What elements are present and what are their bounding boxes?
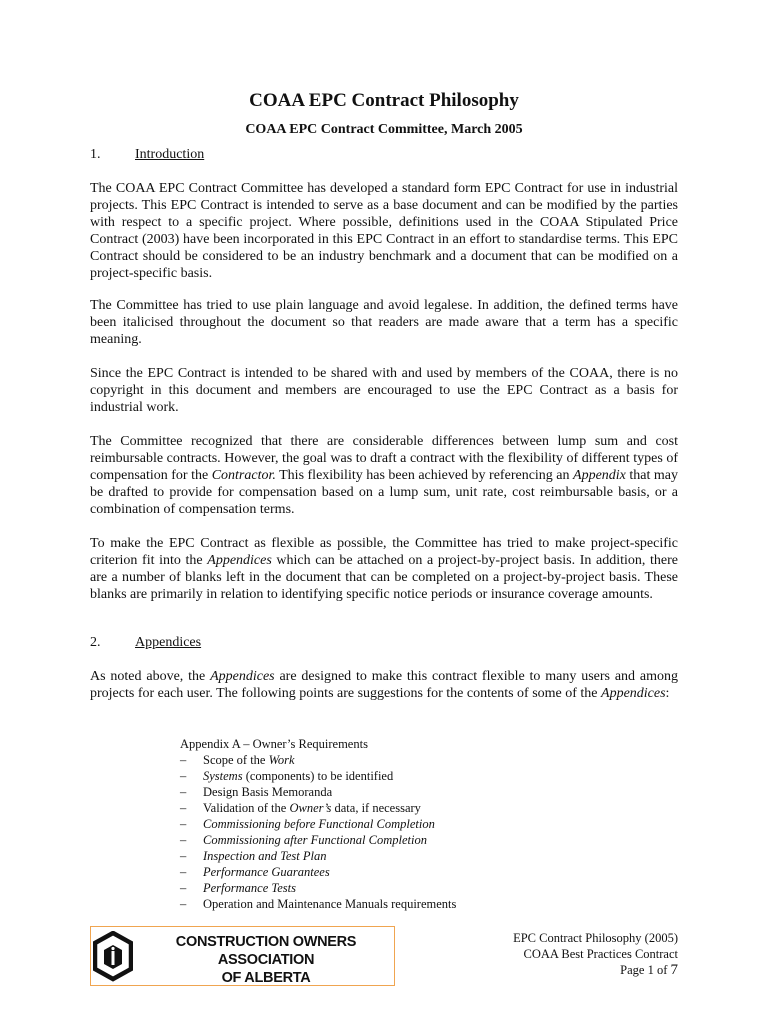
list-dash: – xyxy=(180,865,187,879)
footer-page-number xyxy=(513,962,678,978)
text-run: Design Basis Memoranda xyxy=(203,785,333,799)
list-dash: – xyxy=(180,801,187,815)
appendix-list-item xyxy=(180,816,456,832)
appendix-list-item xyxy=(180,784,456,800)
coaa-logo xyxy=(90,926,395,986)
section-title: Appendices xyxy=(135,635,202,650)
defined-term: Contractor. xyxy=(211,468,276,483)
text-run: : xyxy=(665,686,670,701)
list-dash: – xyxy=(180,817,187,831)
paragraph-intro-1: The COAA EPC Contract Committee has developed a standard form EPC Contract for use in industrial projects. This EPC Contract is intended to serve as a base document and can be modified by the parties with respect to a specific project. Where possible, definitions used in the COAA Stipulated Price Contract (2003) have been incorporated in this EPC Contract in an effort to standardise terms. This EPC Contract should be considered to be an industry benchmark and a document that can be modified on a project-specific basis. xyxy=(90,181,678,281)
paragraph-intro-5 xyxy=(90,535,678,603)
text-run: which can be attached on a project-by-project basis. In addition, there are a number of blanks left in the document that can be completed on a project-by-project basis. These blanks are primarily in relation to identifying specific notice periods or insurance coverage amounts. xyxy=(90,553,678,602)
coaa-logo-text xyxy=(139,933,393,987)
defined-term: Commissioning before Functional Completion xyxy=(203,817,435,831)
defined-term: Appendix xyxy=(573,468,626,483)
appendix-list-item xyxy=(180,832,456,848)
appendix-list-item xyxy=(180,864,456,880)
paragraph-intro-3: Since the EPC Contract is intended to be shared with and used by members of the COAA, there is no copyright in this document and members are encouraged to use the EPC Contract as a basis for industrial work. xyxy=(90,366,678,415)
appendix-list-item xyxy=(180,848,456,864)
list-dash: – xyxy=(180,753,187,767)
footer-series: COAA Best Practices Contract xyxy=(523,947,678,961)
document-title: COAA EPC Contract Philosophy xyxy=(249,90,519,111)
list-dash: – xyxy=(180,833,187,847)
section-number: 1. xyxy=(90,147,101,162)
list-dash: – xyxy=(180,785,187,799)
paragraph-appendices-1 xyxy=(90,668,678,702)
text-run: This flexibility has been achieved by referencing an xyxy=(275,468,574,483)
section-number: 2. xyxy=(90,635,101,650)
text-run: Operation and Maintenance Manuals requirements xyxy=(203,897,457,911)
section-heading-introduction xyxy=(90,147,204,163)
defined-term: Appendices xyxy=(601,686,666,701)
coaa-logo-mark-icon xyxy=(93,931,133,983)
section-heading-appendices xyxy=(90,635,201,651)
text-run: Validation of the xyxy=(203,801,290,815)
appendix-list-item xyxy=(180,752,456,768)
section-title: Introduction xyxy=(135,147,205,162)
paragraph-intro-4 xyxy=(90,433,678,518)
paragraph-intro-2: The Committee has tried to use plain language and avoid legalese. In addition, the defined terms have been italicised throughout the document so that readers are made aware that a term has a specific meaning. xyxy=(90,298,678,347)
list-dash: – xyxy=(180,849,187,863)
text-run: Scope of the xyxy=(203,753,269,767)
text-run: are designed to make this contract flexible to many users and among projects for each user. The following points are suggestions for the contents of some of the xyxy=(90,669,678,701)
defined-term: Commissioning after Functional Completion xyxy=(203,833,427,847)
document-subtitle: COAA EPC Contract Committee, March 2005 xyxy=(245,122,523,137)
defined-term: Appendices xyxy=(207,553,272,568)
defined-term: Work xyxy=(268,753,295,767)
defined-term: Performance Guarantees xyxy=(203,865,330,879)
defined-term: Systems xyxy=(203,769,243,783)
appendix-a-items xyxy=(180,752,456,912)
text-run: data, if necessary xyxy=(331,801,421,815)
logo-text-line-2: OF ALBERTA xyxy=(221,970,311,986)
text-run: To make the EPC Contract as flexible as possible, the Committee has tried to make project-specific criterion fit into the xyxy=(90,536,678,568)
defined-term: Appendices xyxy=(210,669,275,684)
list-dash: – xyxy=(180,897,187,911)
appendix-list-item xyxy=(180,768,456,784)
page-total: 7 xyxy=(670,962,678,978)
page-prefix: Page 1 of xyxy=(620,963,671,977)
defined-term: Owner’s xyxy=(289,801,332,815)
appendix-a-list xyxy=(180,736,456,912)
text-run: As noted above, the xyxy=(90,669,211,684)
defined-term: Performance Tests xyxy=(203,881,296,895)
defined-term: Inspection and Test Plan xyxy=(203,849,327,863)
appendix-list-item xyxy=(180,896,456,912)
footer-doc-title: EPC Contract Philosophy (2005) xyxy=(513,931,678,945)
appendix-a-heading: Appendix A – Owner’s Requirements xyxy=(180,737,368,751)
text-run: that may be drafted to provide for compensation based on a lump sum, unit rate, cost reimbursable basis, or a combination of compensation terms. xyxy=(90,468,678,517)
list-dash: – xyxy=(180,769,187,783)
appendix-list-item xyxy=(180,880,456,896)
text-run: The Committee recognized that there are considerable differences between lump sum and cost reimbursable contracts. However, the goal was to draft a contract with the flexibility of different types of compensation for the xyxy=(90,434,678,483)
appendix-list-item xyxy=(180,800,456,816)
list-dash: – xyxy=(180,881,187,895)
text-run: (components) to be identified xyxy=(242,769,394,783)
logo-text-line-1: CONSTRUCTION OWNERS ASSOCIATION xyxy=(175,934,357,968)
page-footer xyxy=(513,930,678,978)
